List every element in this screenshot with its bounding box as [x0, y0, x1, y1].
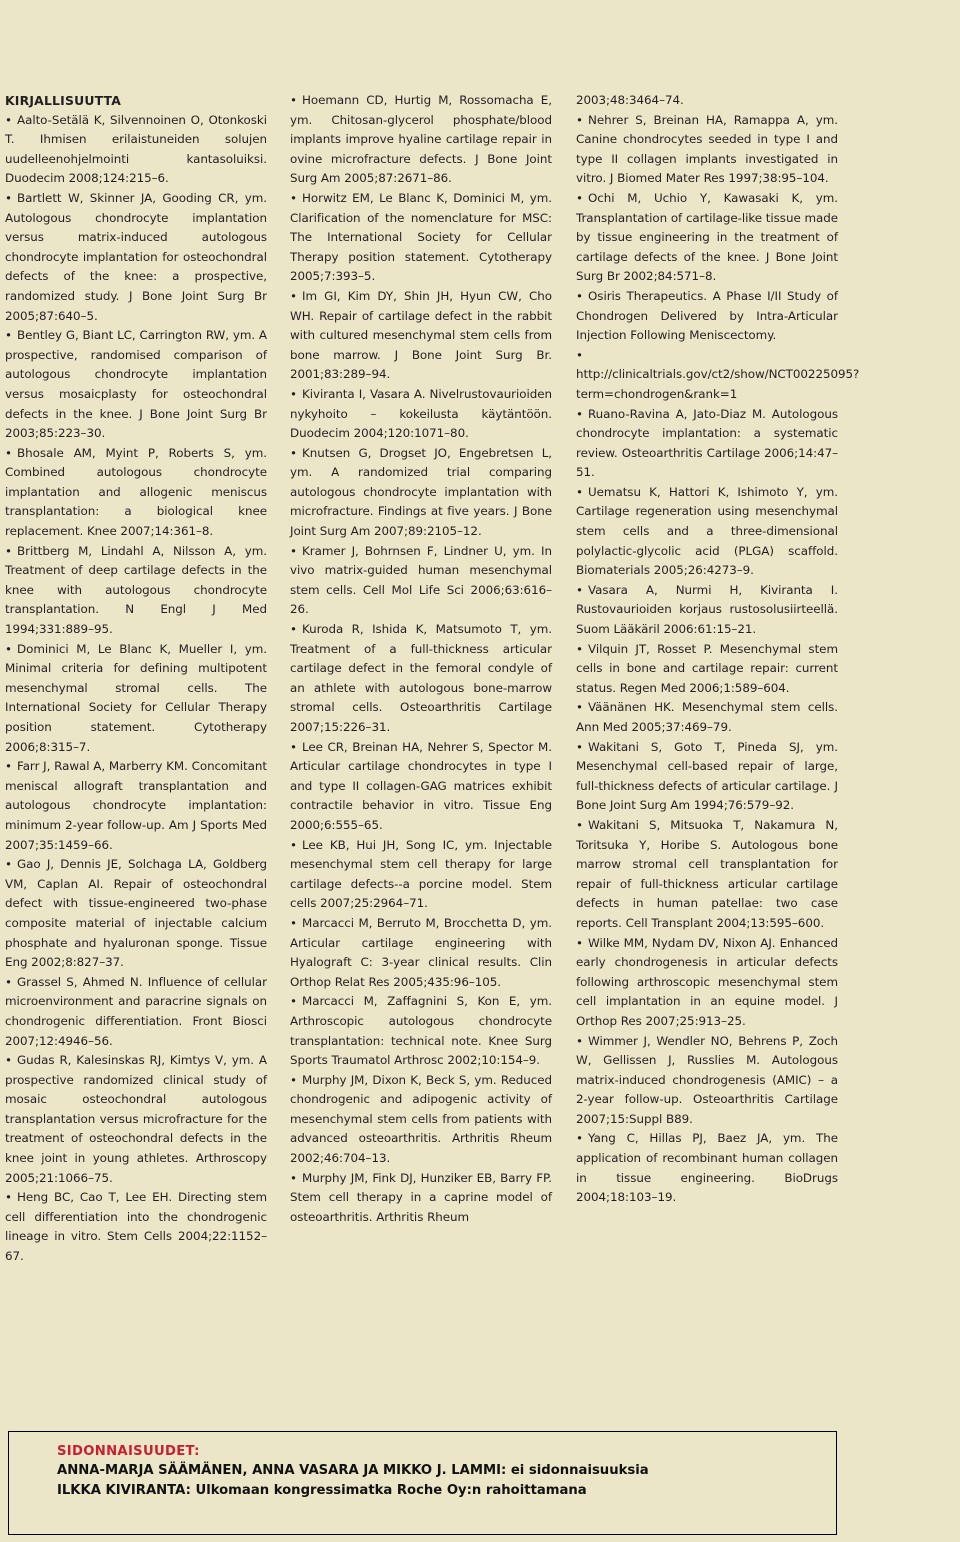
reference-item: [290, 542, 552, 620]
reference-item: [5, 973, 267, 1051]
bullet-icon: •: [576, 288, 583, 303]
reference-text: Uematsu K, Hattori K, Ishimoto Y, ym. Cartilage regeneration using mesenchymal stem cells and a three-dimensional polylactic-glycolic acid (PLGA) scaffold. Biomaterials 2005;26:4273–9.: [576, 484, 838, 578]
disclosure-line-2: [57, 1483, 587, 1498]
reference-text: Ruano-Ravina A, Jato-Diaz M. Autologous chondrocyte implantation: a systematic review. Osteoarthritis Cartilage 2006;14:47–51.: [576, 406, 838, 480]
bullet-icon: •: [576, 1033, 583, 1048]
reference-item: [290, 836, 552, 914]
reference-item: [290, 1169, 552, 1228]
reference-text: Aalto-Setälä K, Silvennoinen O, Otonkoski T. Ihmisen erilaistuneiden solujen uudelleenohjelmointi kantasoluiksi. Duodecim 2008;124:215–6.: [5, 112, 267, 186]
bullet-icon: •: [576, 935, 583, 950]
bullet-icon: •: [290, 386, 297, 401]
reference-item: [576, 934, 838, 1032]
disclosure-names-2: ILKKA KIVIRANTA:: [57, 1483, 191, 1498]
bullet-icon: •: [290, 543, 297, 558]
reference-text: Bartlett W, Skinner JA, Gooding CR, ym. Autologous chondrocyte implantation versus matrix-induced autologous chondrocyte implantation for osteochondral defects of the knee: a prospective, randomized study. J Bone Joint Surg Br 2005;87:640–5.: [5, 190, 267, 323]
reference-item: [576, 405, 838, 483]
references-column-3: [576, 91, 860, 1208]
disclosure-line-1: [57, 1463, 649, 1478]
reference-item: [576, 816, 838, 934]
reference-item: [290, 91, 552, 189]
reference-text: Osiris Therapeutics. A Phase I/II Study of Chondrogen Delivered by Intra-Articular Injection Following Meniscectomy.: [576, 288, 838, 343]
bullet-icon: •: [290, 93, 297, 107]
reference-item: [290, 992, 552, 1070]
bullet-icon: •: [5, 641, 12, 656]
bullet-icon: •: [290, 445, 297, 460]
bullet-icon: •: [5, 543, 12, 558]
ref-list-2: [290, 91, 552, 1227]
reference-item: [290, 444, 552, 542]
reference-item: [5, 111, 267, 189]
bullet-icon: •: [290, 288, 297, 303]
reference-item: [290, 738, 552, 836]
reference-item: [576, 483, 838, 581]
reference-text: Vasara A, Nurmi H, Kiviranta I. Rustovaurioiden korjaus rustosolusiirteellä. Suom Lääkäril 2006:61:15–21.: [576, 582, 838, 637]
reference-item: [576, 581, 838, 640]
reference-text: Nehrer S, Breinan HA, Ramappa A, ym. Canine chondrocytes seeded in type I and type II collagen implants investigated in vitro. J Biomed Mater Res 1997;38:95–104.: [576, 112, 838, 186]
reference-text: Marcacci M, Zaffagnini S, Kon E, ym. Arthroscopic autologous chondrocyte transplantation: technical note. Knee Surg Sports Traumatol Arthrosc 2002;10:154–9.: [290, 994, 552, 1068]
reference-item: [5, 640, 267, 758]
ref-list-3: [576, 111, 860, 1208]
reference-text: Vilquin JT, Rosset P. Mesenchymal stem cells in bone and cartilage repair: current status. Regen Med 2006;1:589–604.: [576, 641, 838, 695]
bullet-icon: •: [5, 759, 12, 774]
reference-text: Ochi M, Uchio Y, Kawasaki K, ym. Transplantation of cartilage-like tissue made by tissue engineering in the treatment of cartilage defects of the knee. J Bone Joint Surg Br 2002;84:571–8.: [576, 190, 838, 284]
reference-item: [576, 346, 860, 405]
reference-text: Knutsen G, Drogset JO, Engebretsen L, ym. A randomized trial comparing autologous chondrocyte implantation with microfracture. Findings at five years. J Bone Joint Surg Am 2007;89:2105–12.: [290, 445, 552, 539]
reference-item: [576, 698, 838, 737]
reference-text: http://clinicaltrials.gov/ct2/show/NCT00225095?term=chondrogen&rank=1: [576, 367, 860, 401]
ref-continuation: 2003;48:3464–74.: [576, 93, 684, 107]
reference-text: Kiviranta I, Vasara A. Nivelrustovaurioiden nykyhoito – kokeilusta käytäntöön. Duodecim 2004;120:1071–80.: [290, 386, 552, 441]
reference-item: [576, 738, 838, 816]
reference-item: [290, 1071, 552, 1169]
bullet-icon: •: [5, 1053, 12, 1068]
reference-text: Gudas R, Kalesinskas RJ, Kimtys V, ym. A prospective randomized clinical study of mosaic osteochondral autologous transplantation versus microfracture for the treatment of osteochondral defects in the knee joint in young athletes. Arthroscopy 2005;21:1066–75.: [5, 1053, 267, 1185]
bullet-icon: •: [290, 1170, 297, 1185]
reference-text: Marcacci M, Berruto M, Brocchetta D, ym. Articular cartilage engineering with Hyalograft C: 3-year clinical results. Clin Orthop Relat Res 2005;435:96–105.: [290, 915, 552, 989]
bullet-icon: •: [290, 994, 297, 1009]
reference-text: Wakitani S, Goto T, Pineda SJ, ym. Mesenchymal cell-based repair of large, full-thickness defects of articular cartilage. J Bone Joint Surg Am 1994;76:579–92.: [576, 739, 838, 813]
references-column-2: [290, 91, 552, 1227]
reference-item: [576, 640, 838, 699]
bullet-icon: •: [576, 484, 583, 499]
bullet-icon: •: [290, 915, 297, 930]
references-column-1: [5, 91, 267, 1267]
reference-text: Bhosale AM, Myint P, Roberts S, ym. Combined autologous chondrocyte implantation and allogenic meniscus transplantation: a biological knee replacement. Knee 2007;14:361–8.: [5, 445, 267, 539]
bullet-icon: •: [576, 817, 583, 832]
reference-item: [290, 385, 552, 444]
bullet-icon: •: [5, 328, 12, 343]
reference-item: [290, 189, 552, 287]
disclosure-text-2: Ulkomaan kongressimatka Roche Oy:n rahoittamana: [190, 1483, 587, 1498]
reference-text: Wilke MM, Nydam DV, Nixon AJ. Enhanced early chondrogenesis in articular defects following arthroscopic mesenchymal stem cell implantation in an equine model. J Orthop Res 2007;25:913–25.: [576, 935, 838, 1028]
bullet-icon: •: [576, 406, 583, 421]
bullet-icon: •: [5, 1190, 12, 1205]
bullet-icon: •: [576, 347, 583, 362]
bullet-icon: •: [576, 112, 583, 127]
bullet-icon: •: [576, 190, 583, 205]
reference-text: Wakitani S, Mitsuoka T, Nakamura N, Toritsuka Y, Horibe S. Autologous bone marrow stromal cell transplantation for repair of full-thickness articular cartilage defects in human patellae: two case reports. Cell Transplant 2004;13:595–600.: [576, 817, 838, 930]
references-heading: KIRJALLISUUTTA: [5, 93, 122, 108]
reference-item: [5, 542, 267, 640]
reference-text: Farr J, Rawal A, Marberry KM. Concomitant meniscal allograft transplantation and autologous chondrocyte implantation: minimum 2-year follow-up. Am J Sports Med 2007;35:1459–66.: [5, 759, 267, 852]
bullet-icon: •: [576, 739, 583, 754]
reference-item: [5, 326, 267, 444]
reference-text: Kuroda R, Ishida K, Matsumoto T, ym. Treatment of a full-thickness articular cartilage defect in the femoral condyle of an athlete with autologous bone-marrow stromal cells. Osteoarthritis Cartilage 2007;15:226–31.: [290, 622, 552, 734]
bullet-icon: •: [290, 622, 297, 637]
reference-text: Murphy JM, Dixon K, Beck S, ym. Reduced chondrogenic and adipogenic activity of mesenchymal stem cells from patients with advanced osteoarthritis. Arthritis Rheum 2002;46:704–13.: [290, 1072, 552, 1166]
disclosure-text-1: ei sidonnaisuuksia: [506, 1463, 649, 1478]
reference-text: Lee KB, Hui JH, Song IC, ym. Injectable mesenchymal stem cell therapy for large cartilage defects--a porcine model. Stem cells 2007;25:2964–71.: [290, 837, 552, 911]
reference-text: Grassel S, Ahmed N. Influence of cellular microenvironment and paracrine signals on chondrogenic differentiation. Front Biosci 2007;12:4946–56.: [5, 974, 267, 1048]
reference-text: Horwitz EM, Le Blanc K, Dominici M, ym. Clarification of the nomenclature for MSC: The International Society for Cellular Therapy position statement. Cytotherapy 2005;7:393–5.: [290, 190, 552, 284]
bullet-icon: •: [5, 445, 12, 460]
reference-item: [290, 287, 552, 385]
bullet-icon: •: [576, 700, 583, 715]
reference-text: Väänänen HK. Mesenchymal stem cells. Ann Med 2005;37:469–79.: [576, 700, 838, 734]
bullet-icon: •: [5, 857, 12, 872]
reference-item: [576, 111, 838, 189]
reference-item: [5, 1188, 267, 1266]
reference-text: Heng BC, Cao T, Lee EH. Directing stem cell differentiation into the chondrogenic lineage in vitro. Stem Cells 2004;22:1152–67.: [5, 1190, 267, 1264]
reference-text: Wimmer J, Wendler NO, Behrens P, Zoch W, Gellissen J, Russlies M. Autologous matrix-induced chondrogenesis (AMIC) – a 2-year follow-up. Osteoarthritis Cartilage 2007;15:Suppl B89.: [576, 1033, 838, 1126]
reference-text: Dominici M, Le Blanc K, Mueller I, ym. Minimal criteria for defining multipotent mesenchymal stromal cells. The International Society for Cellular Therapy position statement. Cytotherapy 2006;8:315–7.: [5, 641, 267, 754]
reference-item: [5, 189, 267, 326]
disclosure-box: [8, 1431, 837, 1535]
reference-item: [576, 1032, 838, 1130]
reference-text: Gao J, Dennis JE, Solchaga LA, Goldberg VM, Caplan AI. Repair of osteochondral defect with tissue-engineered two-phase composite material of injectable calcium phosphate and hyaluronan sponge. Tissue Eng 2002;8:827–37.: [5, 857, 267, 970]
reference-text: Hoemann CD, Hurtig M, Rossomacha E, ym. Chitosan-glycerol phosphate/blood implants improve hyaline cartilage repair in ovine microfracture defects. J Bone Joint Surg Am 2005;87:2671–86.: [290, 93, 552, 186]
reference-item: [576, 287, 838, 346]
bullet-icon: •: [290, 190, 297, 205]
disclosure-title: SIDONNAISUUDET:: [57, 1444, 200, 1459]
reference-item: [290, 620, 552, 738]
reference-text: Yang C, Hillas PJ, Baez JA, ym. The application of recombinant human collagen in tissue engineering. BioDrugs 2004;18:103–19.: [576, 1131, 838, 1205]
reference-item: [576, 189, 838, 287]
reference-text: Brittberg M, Lindahl A, Nilsson A, ym. Treatment of deep cartilage defects in the knee with autologous chondrocyte transplantation. N Engl J Med 1994;331:889–95.: [5, 543, 267, 637]
bullet-icon: •: [290, 837, 297, 852]
reference-item: [5, 757, 267, 855]
bullet-icon: •: [290, 739, 297, 754]
reference-text: Bentley G, Biant LC, Carrington RW, ym. A prospective, randomised comparison of autologous chondrocyte implantation versus mosaicplasty for osteochondral defects in the knee. J Bone Joint Surg Br 2003;85:223–30.: [5, 328, 267, 441]
ref-list-1: [5, 111, 267, 1267]
bullet-icon: •: [576, 582, 583, 597]
reference-text: Lee CR, Breinan HA, Nehrer S, Spector M. Articular cartilage chondrocytes in type I and type II collagen-GAG matrices exhibit contractile behavior in vitro. Tissue Eng 2000;6:555–65.: [290, 739, 552, 832]
reference-item: [5, 1051, 267, 1188]
reference-item: [290, 914, 552, 992]
bullet-icon: •: [5, 974, 12, 989]
reference-item: [5, 444, 267, 542]
reference-item: [5, 855, 267, 973]
reference-text: Kramer J, Bohrnsen F, Lindner U, ym. In vivo matrix-guided human mesenchymal stem cells. Cell Mol Life Sci 2006;63:616–26.: [290, 543, 552, 617]
bullet-icon: •: [5, 112, 12, 127]
reference-item: [576, 1129, 838, 1207]
reference-text: Murphy JM, Fink DJ, Hunziker EB, Barry FP. Stem cell therapy in a caprine model of osteoarthritis. Arthritis Rheum: [290, 1170, 552, 1224]
bullet-icon: •: [5, 190, 12, 205]
bullet-icon: •: [290, 1072, 297, 1087]
bullet-icon: •: [576, 1131, 583, 1146]
bullet-icon: •: [576, 641, 583, 656]
reference-text: Im GI, Kim DY, Shin JH, Hyun CW, Cho WH. Repair of cartilage defect in the rabbit with cultured mesenchymal stem cells from bone marrow. J Bone Joint Surg Br. 2001;83:289–94.: [290, 288, 552, 382]
disclosure-names-1: ANNA-MARJA SÄÄMÄNEN, ANNA VASARA JA MIKKO J. LAMMI:: [57, 1463, 507, 1478]
